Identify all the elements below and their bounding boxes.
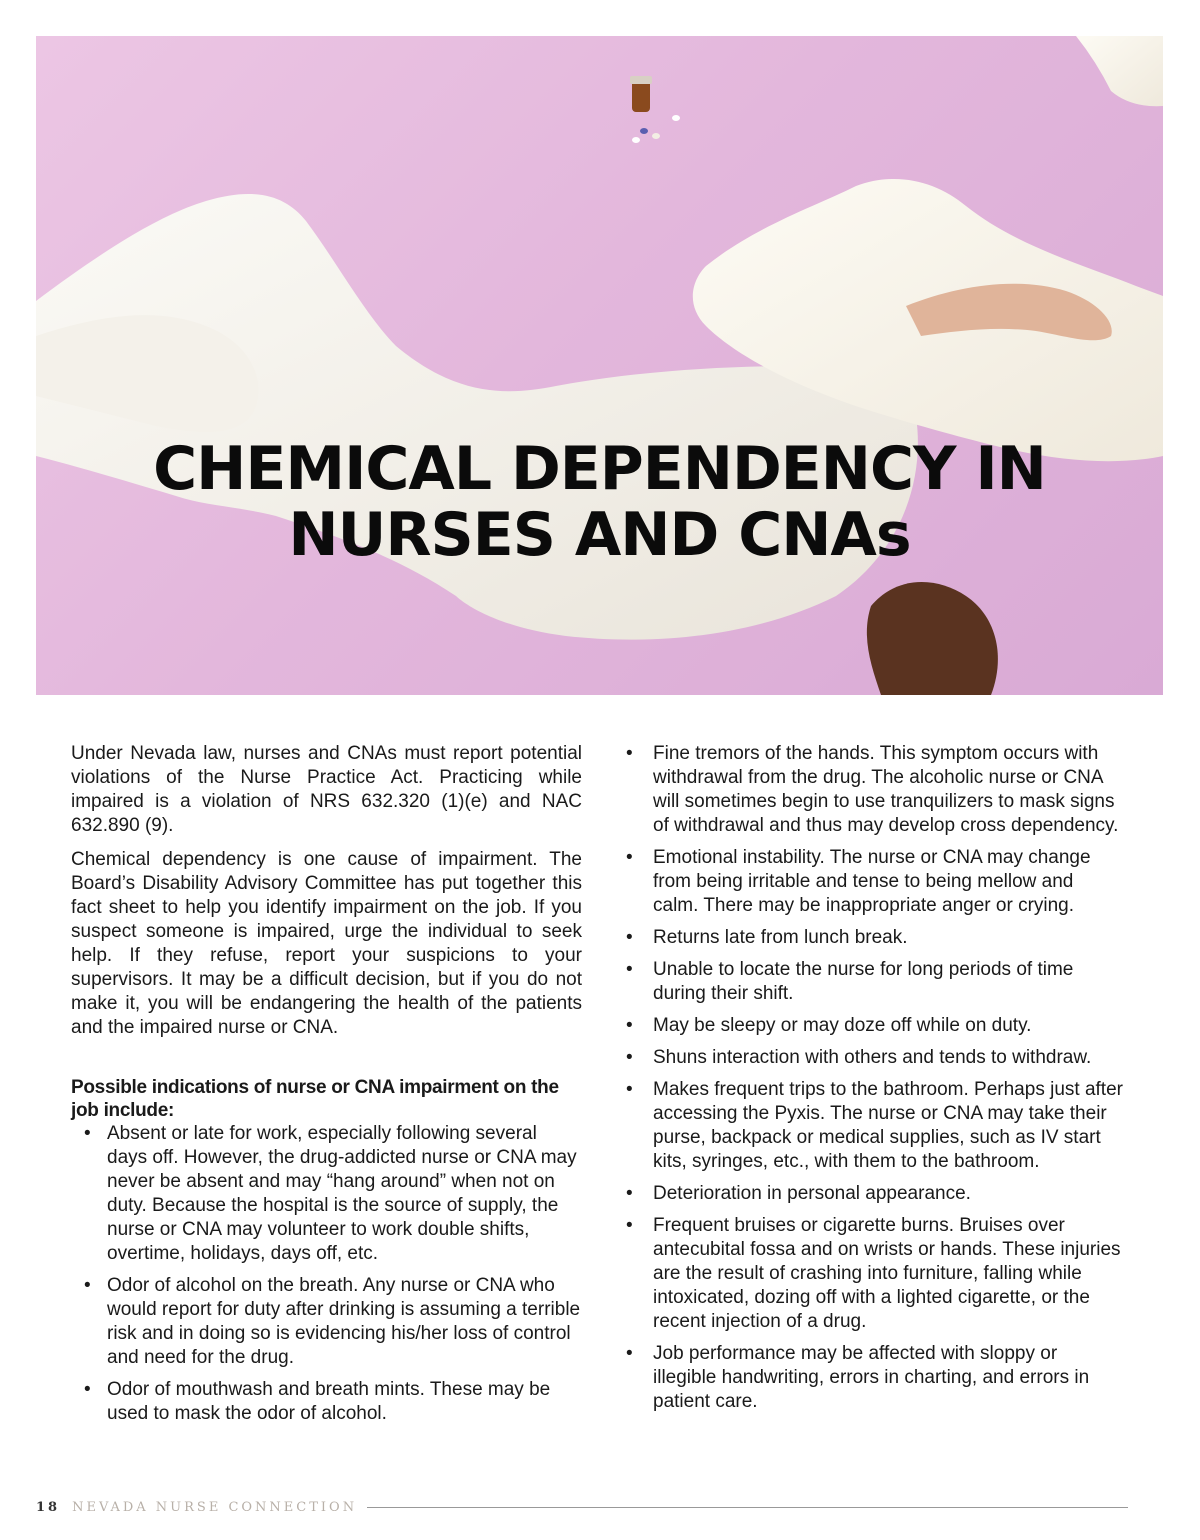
list-item	[624, 1046, 1124, 1070]
bullet-icon: •	[84, 1379, 91, 1400]
bullet-icon: •	[626, 743, 633, 764]
bullet-icon: •	[626, 1215, 633, 1236]
indications-heading: Possible indications of nurse or CNA impairment on the job include:	[71, 1077, 559, 1121]
list-item	[624, 926, 1124, 950]
page-number: 18	[36, 1499, 61, 1515]
list-item-text: May be sleepy or may doze off while on duty.	[653, 1015, 1032, 1036]
bullet-icon: •	[626, 1047, 633, 1068]
intro-paragraph-1: Under Nevada law, nurses and CNAs must report potential violations of the Nurse Practice Act. Practicing while impaired is a violation of NRS 632.320 (1)(e) and NAC 632.890 (9).	[71, 743, 582, 836]
list-item	[624, 742, 1124, 838]
left-column	[71, 742, 582, 1434]
list-item-text: Job performance may be affected with sloppy or illegible handwriting, errors in charting, and errors in patient care.	[653, 1343, 1090, 1412]
list-item-text: Odor of mouthwash and breath mints. These may be used to mask the odor of alcohol.	[107, 1379, 551, 1424]
top-pillow-shape	[1076, 36, 1163, 106]
pill-bottle-shape	[630, 76, 652, 112]
bullet-icon: •	[626, 927, 633, 948]
list-item-text: Shuns interaction with others and tends to withdraw.	[653, 1047, 1092, 1068]
bullet-icon: •	[626, 847, 633, 868]
hero-image	[36, 36, 1163, 695]
list-item-text: Frequent bruises or cigarette burns. Bruises over antecubital fossa and on wrists or hands. These injuries are the result of crashing into furniture, falling while intoxicated, dozing off with a lighted cigarette, or the recent injection of a drug.	[653, 1215, 1121, 1332]
bullet-icon: •	[626, 1015, 633, 1036]
list-item	[71, 1378, 582, 1426]
list-item	[624, 1078, 1124, 1174]
hero-photo-illustration	[36, 36, 1163, 695]
bullet-icon: •	[626, 1183, 633, 1204]
scattered-pills-shape	[632, 115, 680, 143]
list-item	[624, 958, 1124, 1006]
page-title-line-1: CHEMICAL DEPENDENCY IN	[153, 434, 1046, 504]
list-item-text: Returns late from lunch break.	[653, 927, 908, 948]
list-item-text: Odor of alcohol on the breath. Any nurse or CNA who would report for duty after drinking is assuming a terrible risk and in doing so is evidencing his/her loss of control and need for the drug.	[107, 1275, 581, 1368]
list-item	[624, 1342, 1124, 1414]
page-title-line-2: NURSES AND CNAs	[288, 500, 911, 570]
right-column	[624, 742, 1124, 1422]
bullet-icon: •	[84, 1123, 91, 1144]
list-item	[624, 1214, 1124, 1334]
footer-rule	[367, 1507, 1128, 1508]
bullet-icon: •	[626, 959, 633, 980]
intro-paragraph-2: Chemical dependency is one cause of impairment. The Board’s Disability Advisory Committee has put together this fact sheet to help you identify impairment on the job. If you suspect someone is impaired, urge the individual to seek help. If they refuse, report your suspicions to your supervisors. It may be a difficult decision, but if you do not make it, you will be endangering the health of the patients and the impaired nurse or CNA.	[71, 849, 582, 1038]
list-item-text: Fine tremors of the hands. This symptom occurs with withdrawal from the drug. The alcoholic nurse or CNA will sometimes begin to use tranquilizers to mask signs of withdrawal and thus may develop cross dependency.	[653, 743, 1119, 836]
hair-shape	[867, 582, 998, 695]
list-item	[71, 1122, 582, 1266]
bullet-icon: •	[626, 1079, 633, 1100]
list-item	[624, 1182, 1124, 1206]
page-footer	[36, 1497, 1128, 1517]
list-item	[624, 1014, 1124, 1038]
left-bullet-list	[71, 1122, 582, 1426]
list-item-text: Deterioration in personal appearance.	[653, 1183, 971, 1204]
bullet-icon: •	[626, 1343, 633, 1364]
list-item	[624, 846, 1124, 918]
list-item-text: Makes frequent trips to the bathroom. Perhaps just after accessing the Pyxis. The nurse or CNA may take their purse, backpack or medical supplies, such as IV start kits, syringes, etc., with them to the bathroom.	[653, 1079, 1123, 1172]
publication-name: NEVADA NURSE CONNECTION	[72, 1499, 358, 1515]
list-item-text: Unable to locate the nurse for long periods of time during their shift.	[653, 959, 1074, 1004]
page-title	[36, 436, 1163, 568]
list-item	[71, 1274, 582, 1370]
list-item-text: Emotional instability. The nurse or CNA may change from being irritable and tense to being mellow and calm. There may be inappropriate anger or crying.	[653, 847, 1091, 916]
list-item-text: Absent or late for work, especially following several days off. However, the drug-addicted nurse or CNA may never be absent and may “hang around” when not on duty. Because the hospital is the source of supply, the nurse or CNA may volunteer to work double shifts, overtime, holidays, days off, etc.	[107, 1123, 577, 1264]
right-bullet-list	[624, 742, 1124, 1414]
bullet-icon: •	[84, 1275, 91, 1296]
